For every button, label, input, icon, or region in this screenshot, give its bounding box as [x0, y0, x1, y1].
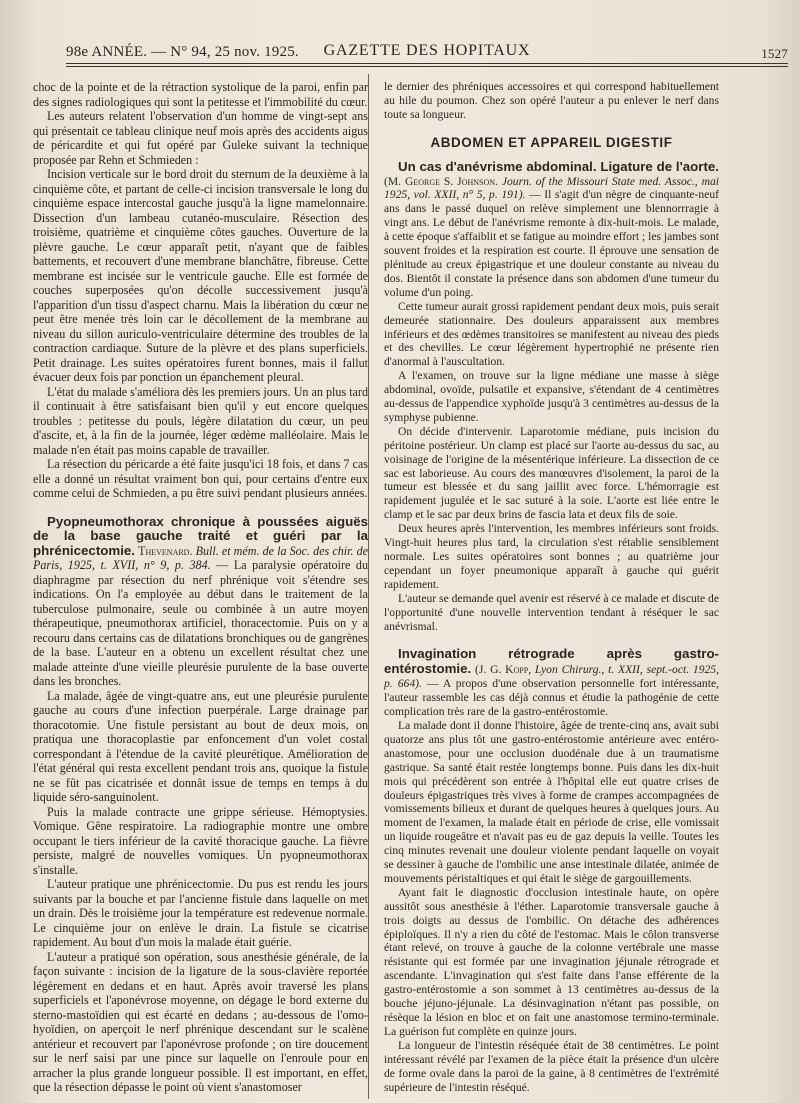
header-rule-thin — [66, 66, 788, 67]
article-lead: — Il s'agit d'un nègre de cinquante-neuf ans dans le passé duquel on relève simplement une blennorrragie à vingt ans. Le début de l'anévrisme remonte à dix-huit-mois. Le malade, à cette époque s'affaiblit et se fatigue au moindre effort ; les jambes sont souvent froides et la respiration est courte. Il éprouve une sensation de plénitude au creux épigastrique et une douleur constante au niveau du dos. Bientôt il constate la présence dans son abdomen d'une tumeur du volume d'un poing. — [384, 188, 720, 299]
paragraph: Incision verticale sur le bord droit du sternum de la deuxième à la cinquième côte, et partant de celle-ci incision transversale le long du cinquième espace intercostal gauche jusqu'à la ligne mamelonnaire. Dissection d'un lambeau cutanéo-musculaire. Résection des troisième, quatrième et cinquième côtes gauches. Ouverture de la plèvre gauche. Le cœur apparaît petit, n'ayant que de faibles battements, et recouvert d'une membrane blanchâtre, fibreuse. Cette membrane est incisée sur le ventricule gauche. Elle est formée de couches superposées qu'on décolle successivement jusqu'à l'apparition d'un tissu d'aspect charnu. Mais la libération du cœur ne peut être menée très loin car le décollement de la membrane au niveau du sillon auriculo-ventriculaire détermine des troubles de la contraction cardiaque. Suture de la plèvre et des plans superficiels. Petit drainage. Les suites opératoires furent bonnes, mais il fallut évacuer deux fois par ponction un épanchement pleural. — [33, 167, 368, 384]
article-title: Pyopneumothorax chronique à poussées aiguës de la base gauche traité et guéri par la phrénicectomie. — [33, 513, 368, 558]
article-reference: Journ. of the Missouri State med. Assoc., mai 1925, vol. XXII, n° 5, p. 191). — [384, 174, 719, 202]
paragraph: On décide d'intervenir. Laparotomie médiane, puis incision du péritoine postérieur. Un clamp est placé sur l'aorte au-dessus du sac, au voisinage de l'origine de la mésentérique inférieure. La dissection de ce sac est laborieuse. Au cours des manœuvres d'isolement, la paroi de la tumeur est blessée et du sang jaillit avec force. L'hémorragie est rapidement jugulée et le sac suturé à la soie. L'aorte est liée entre le clamp et le sac par deux brins de fascia lata et deux fils de soie. — [384, 424, 719, 522]
paragraph: L'auteur a pratiqué son opération, sous anesthésie générale, de la façon suivante : incision de la ligature de la sous-clavière reportée légèrement en dedans et en haut. Après avoir traversé les plans superficiels et l'aponévrose moyenne, on dégage le bord externe du sterno-mastoïdien qui est écarté en dedans ; au-dessous de l'omo-hyoïdien, on aperçoit le nerf phrénique descendant sur le scalène antérieur et recouvert par l'aponévrose profonde ; on tire doucement sur le nerf saisi par une pince sur laquelle on l'enroule pour en arracher la plus grande longueur possible. Il est important, en effet, que la résection dépasse le point où vient s'anastomoser — [33, 949, 368, 1094]
left-column — [33, 80, 368, 1095]
paragraph: le dernier des phréniques accessoires et qui correspond habituellement au hile du poumon. Chez son opéré l'auteur a pu enlever le nerf dans toute sa longueur. — [384, 80, 719, 121]
paragraph: L'auteur se demande quel avenir est réservé à ce malade et discute de l'opportunité d'une nouvelle intervention tendant à réséquer le sac anévrismal. — [384, 591, 719, 633]
article-reference: Lyon Chirurg., t. XXII, sept.-oct. 1925, p. 664). — [384, 663, 719, 691]
paragraph: L'état du malade s'améliora dès les premiers jours. Un an plus tard il continuait à être satisfaisant bien qu'il y eut encore quelques troubles : petitesse du pouls, légère dilatation du cœur, un peu d'ascite, et, à la fin de la journée, léger œdème malléolaire. Mais le malade n'en était pas moins capable de travailler. — [33, 384, 368, 457]
issue-info: 98e ANNÉE. — N° 94, 25 nov. 1925. — [66, 44, 299, 60]
article-reference: Bull. et mém. de la Soc. des chir. de Paris, 1925, t. XVII, n° 9, p. 384. — [33, 543, 369, 572]
right-column — [384, 80, 719, 1094]
paragraph: La malade, âgée de vingt-quatre ans, eut une pleurésie purulente gauche au cours d'une infection puerpérale. Large drainage par thoracotomie. Une fistule persistant au bout de deux mois, on pratiqua une thoracoplastie par enfoncement d'un volet costal correspondant à l'étendue de la cavité pleurétique. Amélioration de l'état général qui resta excellent pendant trois ans, quoique la fistule ne se fût pas cicatrisée et donnât issue de temps en temps à du liquide séro-sanguinolent. — [33, 688, 368, 804]
article-anevrisme — [384, 160, 719, 300]
article-lead: — A propos d'une observation personnelle fort intéressante, l'auteur rassemble les cas déjà connus et étudie la pathogénie de cette complication très rare de la gastro-entérostomie. — [384, 677, 719, 719]
paragraph: L'auteur pratique une phrénicectomie. Du pus est rendu les jours suivants par la bouche et par l'ancienne fistule dans laquelle on met un drain. Dès le troisième jour la température est redevenue normale. Le cinquième jour on enlève le drain. La fistule se cicatrise rapidement. Au bout d'un mois la malade était guérie. — [33, 877, 368, 949]
article-title: Un cas d'anévrisme abdominal. Ligature de l'aorte. — [398, 158, 719, 174]
paragraph: Cette tumeur aurait grossi rapidement pendant deux mois, puis serait demeurée stationnaire. Des douleurs apparaissent aux membres inférieurs et des œdèmes transitoires se manifestent au niveau des pieds et des chevilles. Le cœur légèrement hypertrophié ne présente rien d'anormal à l'auscultation. — [384, 299, 719, 369]
paragraph: La longueur de l'intestin réséquée était de 38 centimètres. Le point intéressant révélé par l'examen de la pièce était la présence d'un ulcère de forme ovale dans la paroi de la gaine, à 8 centimètres de l'extrémité supérieure de l'intestin réséqué. — [384, 1038, 719, 1094]
article-author: (M. George S. Johnson. — [384, 174, 498, 188]
paragraph: Ayant fait le diagnostic d'occlusion intestinale haute, on opère aussitôt sous anesthésie à l'éther. Laparotomie transversale gauche à trois doigts au dessus de l'ombilic. On détache des adhérences épiploïques. Il n'y a rien du côté de l'estomac. Mais le côlon transverse étant relevé, on trouve à gauche de la colonne vertébrale une masse résistante qui est formée par une invagination jéjunale rétrograde et ascendante. L'invagination qui s'est faite dans l'anse efférente de la gastro-entérostomie a son sommet à 13 centimètres au-dessus de la bouche jéjuno-jéjunale. La désinvagination n'étant pas possible, on résèque la lésion en bloc et on fait une anastomose termino-terminale. La guérison fut complète en quinze jours. — [384, 885, 719, 1038]
article-author: Thevenard. — [138, 543, 193, 558]
column-divider — [368, 74, 369, 1099]
journal-title: GAZETTE DES HOPITAUX — [323, 42, 531, 59]
page-header — [66, 40, 788, 64]
section-title: ABDOMEN ET APPAREIL DIGESTIF — [430, 134, 673, 150]
article-pyopneumothorax — [33, 515, 368, 689]
header-rule — [66, 63, 788, 64]
paragraph: Les auteurs relatent l'observation d'un homme de vingt-sept ans qui présentait ce tableau clinique neuf mois après des accidents aigus de péricardite et qui fut opéré par Guleke suivant la technique proposée par Rehn et Schmieden : — [33, 109, 368, 167]
paragraph: La malade dont il donne l'histoire, âgée de trente-cinq ans, avait subi quatorze ans plus tôt une gastro-entérostomie antérieure avec entéro-anastomose, pour une occlusion duodénale due à un traumatisme gastrique. Sa santé était restée longtemps bonne. Puis dans les dix-huit mois qui précédèrent son entrée à l'hôpital elle eut quatre crises de douleurs épigastriques très vives à forme de crampes accompagnées de vomissements bilieux et durant de quelques heures à quelques jours. Au moment de l'examen, la malade était en période de crise, elle vomissait un liquide rougeâtre et n'avait pas eu de gaz depuis la veille. Toutes les cinq minutes revenait une douleur violente pendant laquelle on voyait se dessiner à gauche de l'ombilic une anse intestinale dilatée, animée de mouvements péristaltiques et qui était le siège de gargouillements. — [384, 718, 719, 885]
article-invagination — [384, 647, 719, 719]
article-title: Invagination rétrograde après gastro-entérostomie. — [384, 646, 719, 677]
paragraph: A l'examen, on trouve sur la ligne médiane une masse à siège abdominal, ovoïde, pulsatile et expansive, s'étendant de 4 centimètres au-dessus de l'appendice xyphoïde jusqu'à 3 centimètres au-dessus de la symphyse pubienne. — [384, 369, 719, 424]
paragraph: Deux heures après l'intervention, les membres inférieurs sont froids. Vingt-huit heures plus tard, la circulation s'est rétablie sensiblement normale. Les suites opératoires sont bonnes ; au quatrième jour cependant un foyer pneumonique apparaît à gauche qui guérit rapidement. — [384, 522, 719, 591]
paragraph: choc de la pointe et de la rétraction systolique de la paroi, enfin par des signes radiologiques qui sont la petitesse et l'immobilité du cœur. — [33, 80, 368, 109]
article-lead: — La paralysie opératoire du diaphragme par résection du nerf phrénique voit s'étendre ses indications. On l'a employée au début dans le traitement de la tuberculose pulmonaire, seule ou combinée à un autre moyen thérapeutique, pneumothorax artificiel, thoracectomie. Puis on y a recouru dans certains cas de dilatations bronchiques ou de gangrènes de la base. L'auteur en a obtenu un excellent résultat chez une malade atteinte d'une vieille pleurésie purulente de la base ouverte dans les bronches. — [33, 558, 368, 688]
article-author: (J. G. Kopp, — [475, 663, 532, 677]
paragraph: La résection du péricarde a été faite jusqu'ici 18 fois, et dans 7 cas elle a donné un résultat vraiment bon qui, pour certains d'entre eux comme celui de Schmieden, a pu être suivi pendant plusieurs années. — [33, 457, 368, 500]
page-number: 1527 — [761, 46, 788, 61]
paragraph: Puis la malade contracte une grippe sérieuse. Hémoptysies. Vomique. Gêne respiratoire. La radiographie montre une ombre occupant le tiers inférieur de la cavité thoracique gauche. La fièvre persiste, malgré de nouvelles vomiques. Un pyopneumothorax s'installe. — [33, 804, 368, 877]
